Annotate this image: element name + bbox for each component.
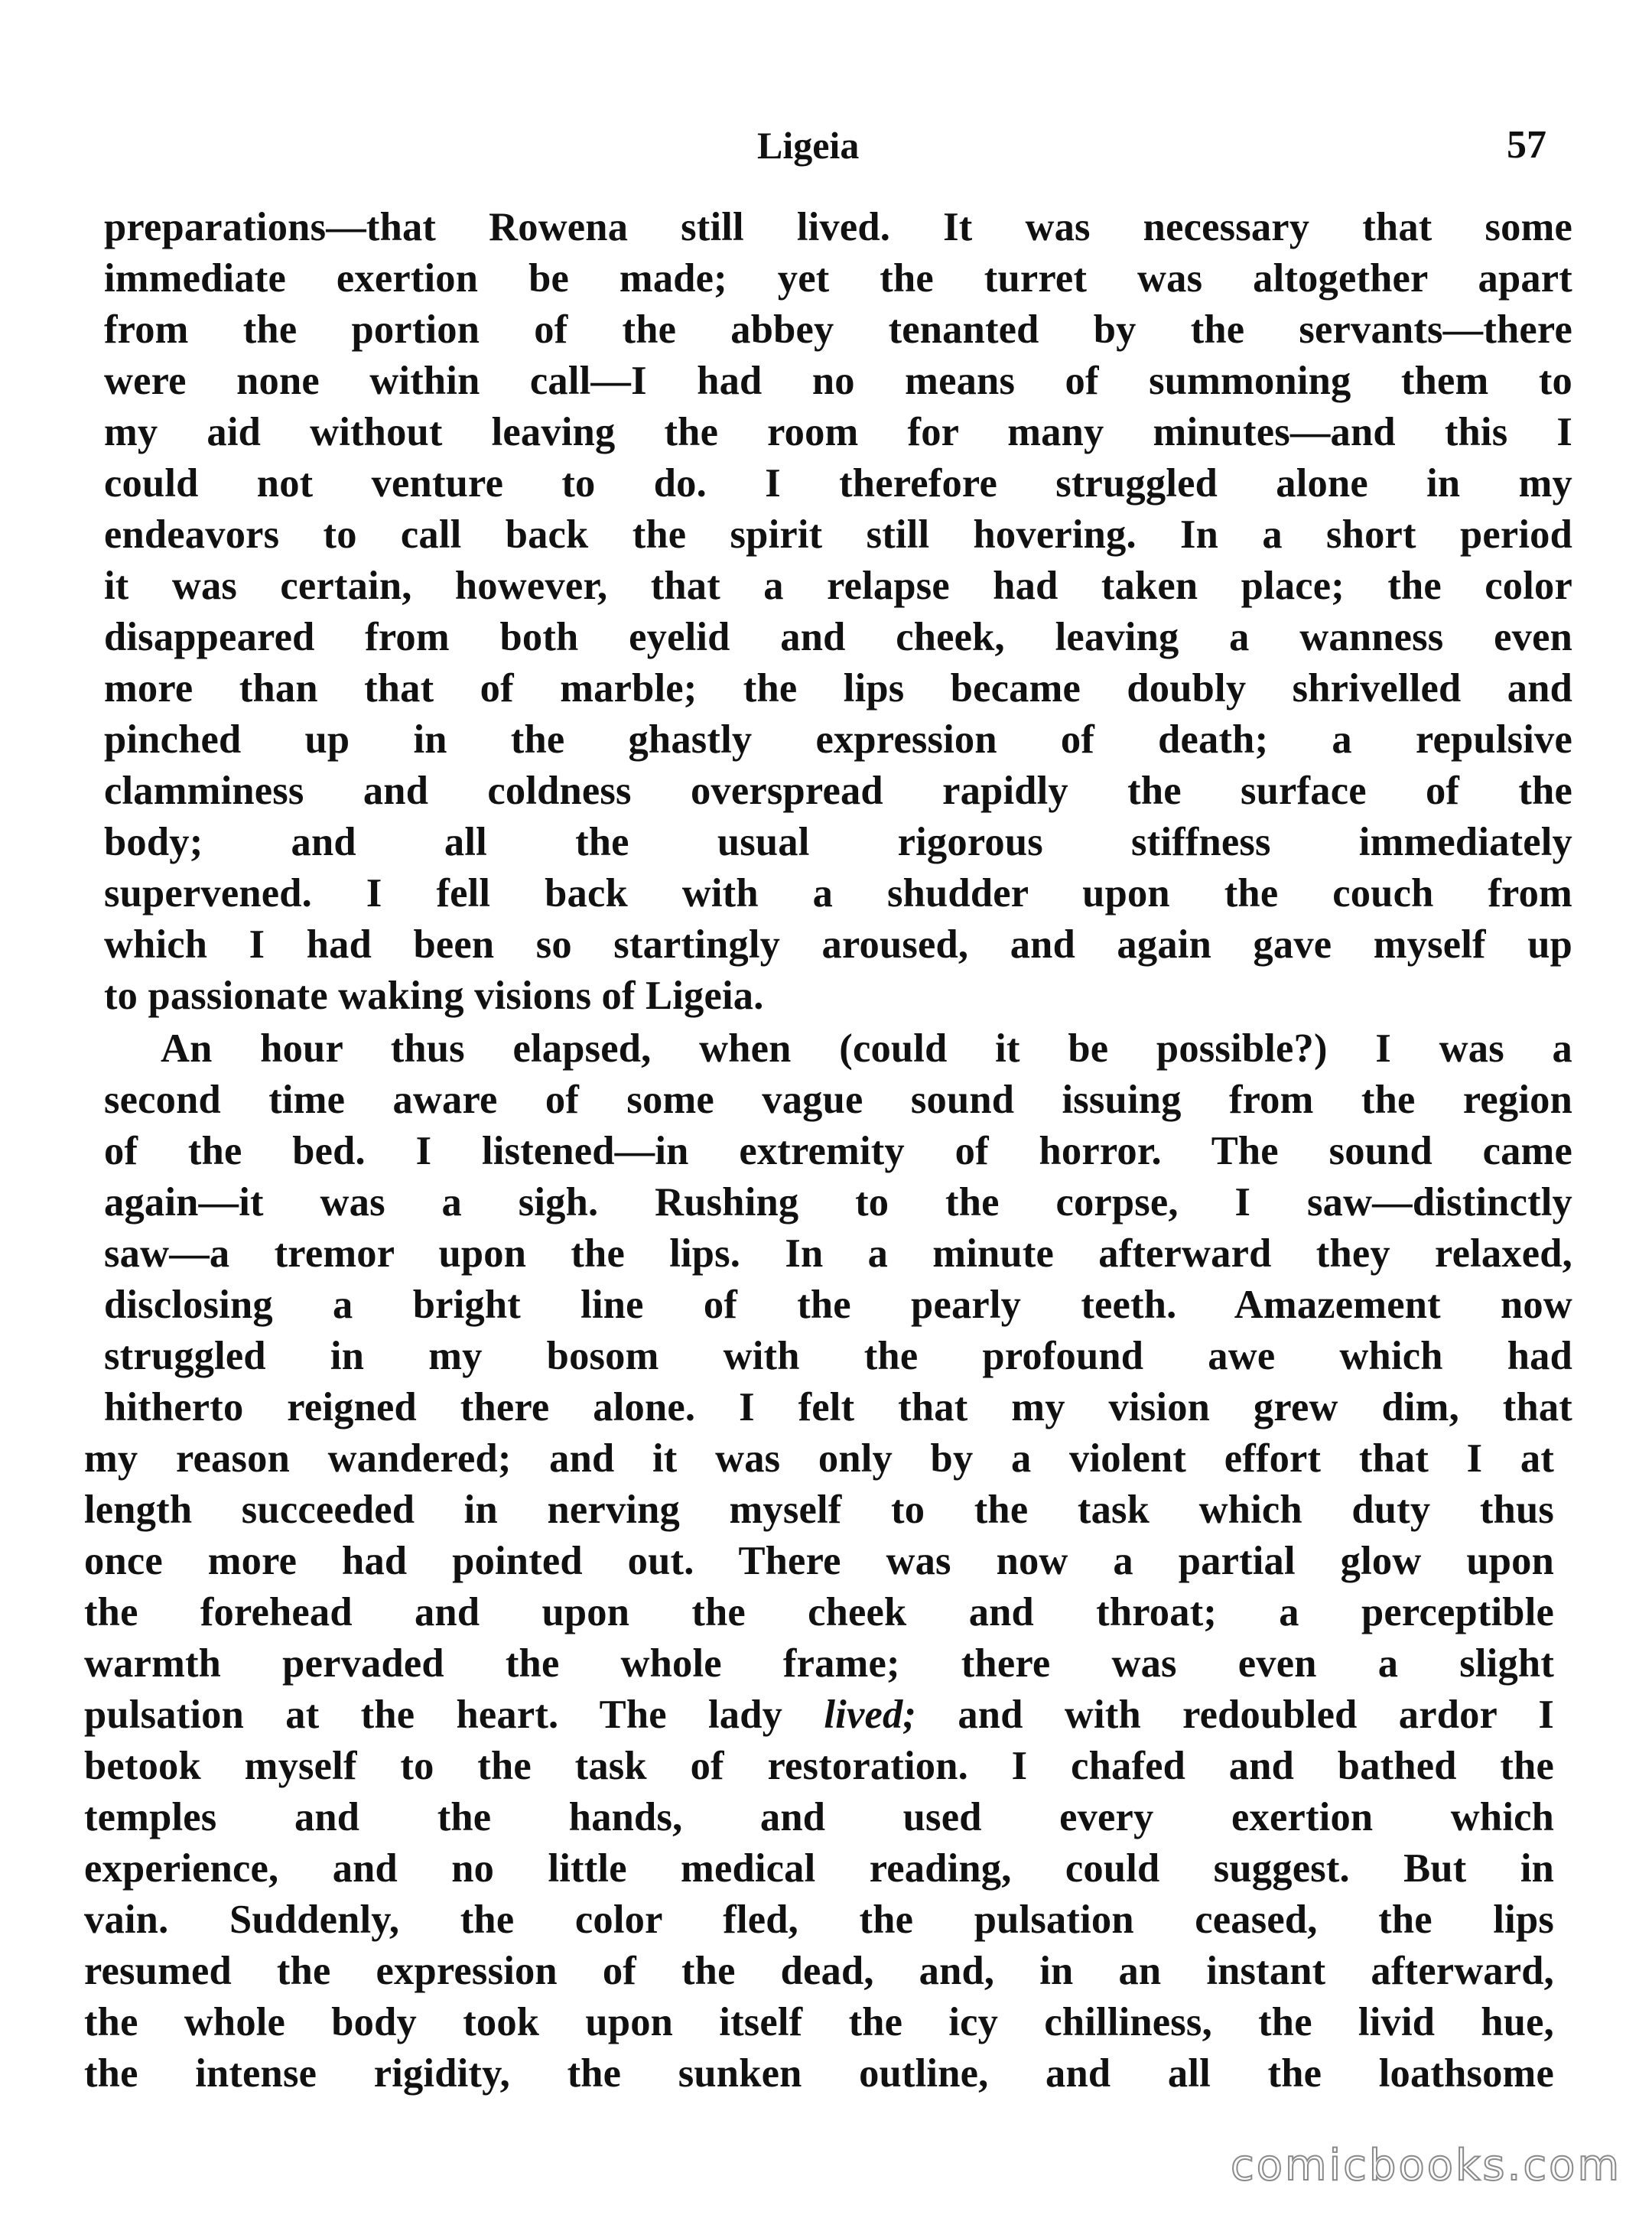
text-line: length succeeded in nerving myself to the task which duty thus [84,1488,1554,1532]
text-line: which I had been so startingly aroused, and again gave myself up [104,922,1572,967]
text-line: hitherto reigned there alone. I felt that my vision grew dim, that [104,1385,1572,1429]
text-line: An hour thus elapsed, when (could it be possible?) I was a [161,1026,1572,1071]
text-line: from the portion of the abbey tenanted by the servants—there [104,307,1572,352]
text-line: clamminess and coldness overspread rapidly the surface of the [104,769,1572,813]
text-line: warmth pervaded the whole frame; there was even a slight [84,1641,1554,1686]
text-line: once more had pointed out. There was now a partial glow upon [84,1539,1554,1583]
text-line: pinched up in the ghastly expression of death; a repulsive [104,717,1572,762]
text-line: the whole body took upon itself the icy chilliness, the livid hue, [84,2000,1554,2044]
text-line: were none within call—I had no means of summoning them to [104,359,1572,403]
italic-word: lived; [824,1693,917,1737]
text-line: more than that of marble; the lips became doubly shrivelled and [104,666,1572,711]
text-line: again—it was a sigh. Rushing to the corpse, I saw—distinctly [104,1180,1572,1224]
text-line: immediate exertion be made; yet the turret was altogether apart [104,256,1572,301]
text-line: my reason wandered; and it was only by a violent effort that I at [84,1436,1554,1481]
text-line: struggled in my bosom with the profound awe which had [104,1334,1572,1378]
text-segment: and with redoubled ardor I [916,1693,1554,1737]
text-line: to passionate waking visions of Ligeia. [104,974,764,1018]
text-line: body; and all the usual rigorous stiffness immediately [104,820,1572,864]
text-line: betook myself to the task of restoration. I chafed and bathed the [84,1744,1554,1788]
text-line: saw—a tremor upon the lips. In a minute afterward they relaxed, [104,1231,1572,1276]
text-line: the intense rigidity, the sunken outline, and all the loathsome [84,2051,1554,2096]
text-line: could not venture to do. I therefore struggled alone in my [104,461,1572,506]
running-head-title: Ligeia [757,124,860,167]
running-head [0,115,1652,176]
text-line [84,1689,1554,1741]
text-line: resumed the expression of the dead, and, in an instant afterward, [84,1949,1554,1993]
text-segment: pulsation at the heart. The lady [84,1693,824,1737]
text-line: second time aware of some vague sound issuing from the region [104,1078,1572,1122]
text-line: of the bed. I listened—in extremity of horror. The sound came [104,1129,1572,1173]
text-line: disappeared from both eyelid and cheek, leaving a wanness even [104,615,1572,659]
text-line: experience, and no little medical reading, could suggest. But in [84,1846,1554,1891]
text-line: my aid without leaving the room for many minutes—and this I [104,410,1572,454]
text-line: preparations—that Rowena still lived. It was necessary that some [104,205,1572,249]
text-line: supervened. I fell back with a shudder upon the couch from [104,871,1572,915]
page-number: 57 [1507,123,1546,167]
text-line: endeavors to call back the spirit still hovering. In a short period [104,512,1572,557]
text-line: vain. Suddenly, the color fled, the pulsation ceased, the lips [84,1898,1554,1942]
text-line: disclosing a bright line of the pearly teeth. Amazement now [104,1283,1572,1327]
text-line: temples and the hands, and used every exertion which [84,1795,1554,1839]
watermark: comicbooks.com [1230,2141,1621,2190]
text-line: it was certain, however, that a relapse had taken place; the color [104,564,1572,608]
text-line: the forehead and upon the cheek and throat; a perceptible [84,1590,1554,1634]
